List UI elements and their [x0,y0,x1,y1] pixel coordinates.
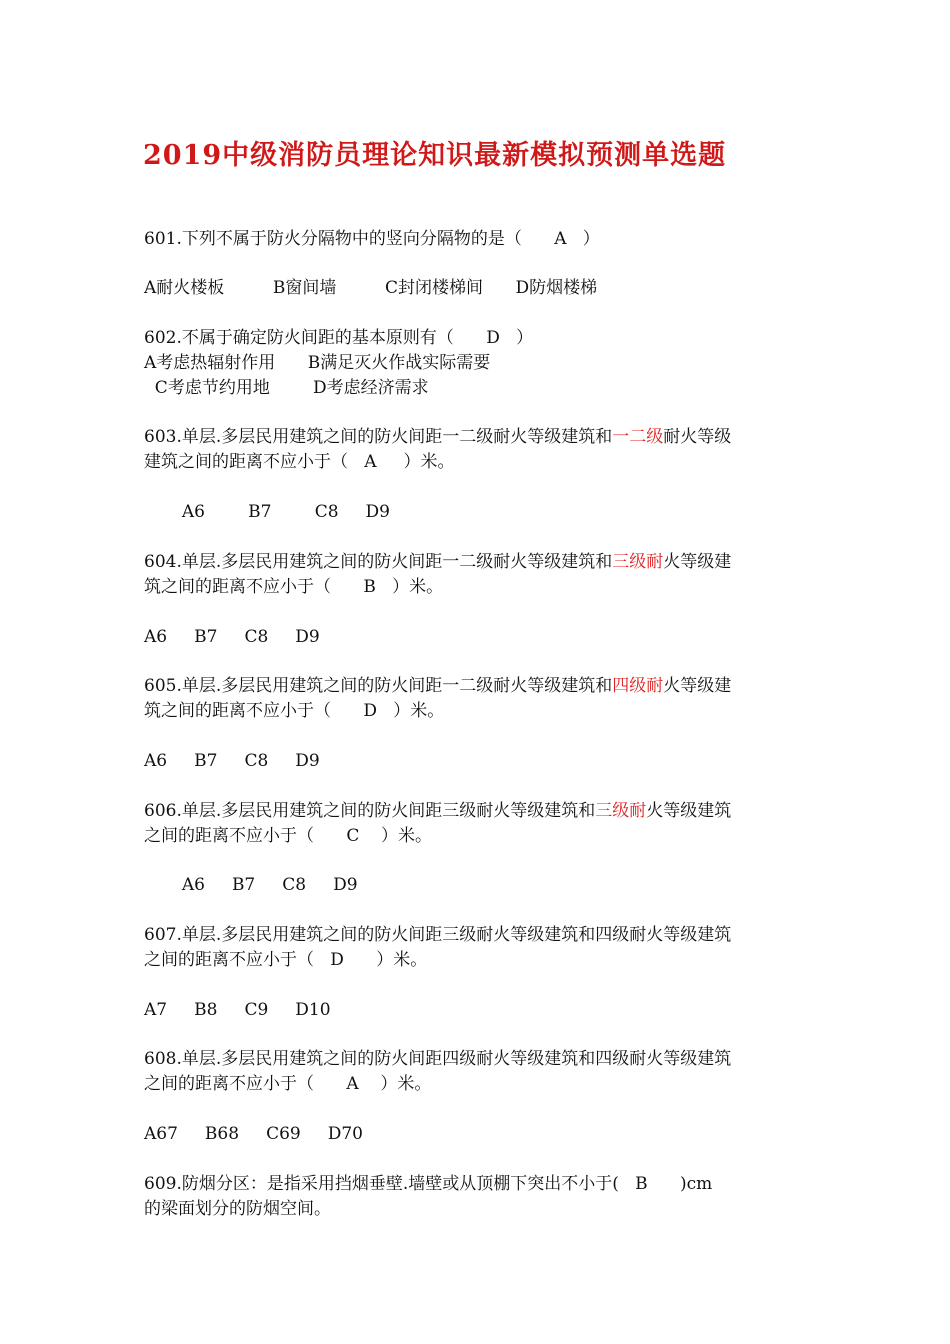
question-605-stem [144,674,731,699]
stem-text: 火等级建 [663,676,732,696]
question-607-options: A7 B8 C9 D10 [144,1000,331,1020]
stem-text: 火等级建 [663,552,732,572]
question-603-stem [144,425,731,450]
question-606-stem [144,799,731,824]
question-604-options: A6 B7 C8 D9 [144,627,320,647]
question-602-options-2: C考虑节约用地 D考虑经济需求 [144,378,429,398]
question-602-stem: 602.不属于确定防火间距的基本原则有（ D ） [144,328,534,348]
question-601-options: A耐火楼板 B窗间墙 C封闭楼梯间 D防烟楼梯 [144,278,598,298]
question-607-stem: 607.单层.多层民用建筑之间的防火间距三级耐火等级建筑和四级耐火等级建筑 [144,925,732,945]
question-603-stem-line2: 建筑之间的距离不应小于（ A ）米。 [144,452,455,472]
question-609-stem: 609.防烟分区：是指采用挡烟垂壁.墙壁或从顶棚下突出不小于( B )cm [144,1174,713,1194]
question-604-stem [144,550,731,575]
highlight-text: 三级耐 [612,552,664,572]
question-606-stem-line2: 之间的距离不应小于（ C ）米。 [144,826,433,846]
question-606-options: A6 B7 C8 D9 [144,875,358,895]
question-602-options-1: A考虑热辐射作用 B满足灭火作战实际需要 [144,353,491,373]
highlight-text: 一二级 [612,427,664,447]
question-609-stem-line2: 的梁面划分的防烟空间。 [144,1199,331,1219]
stem-text: 603.单层.多层民用建筑之间的防火间距一二级耐火等级建筑和 [144,427,613,447]
question-608-stem-line2: 之间的距离不应小于（ A ）米。 [144,1074,432,1094]
stem-text: 604.单层.多层民用建筑之间的防火间距一二级耐火等级建筑和 [144,552,613,572]
highlight-text: 四级耐 [612,676,664,696]
question-605-options: A6 B7 C8 D9 [144,751,320,771]
stem-text: 605.单层.多层民用建筑之间的防火间距一二级耐火等级建筑和 [144,676,613,696]
question-603-options: A6 B7 C8 D9 [144,502,390,522]
stem-text: 火等级建筑 [646,801,732,821]
question-608-stem: 608.单层.多层民用建筑之间的防火间距四级耐火等级建筑和四级耐火等级建筑 [144,1049,732,1069]
page-title: 2019中级消防员理论知识最新模拟预测单选题 [143,140,727,171]
highlight-text: 三级耐 [595,801,647,821]
question-608-options: A67 B68 C69 D70 [144,1124,363,1144]
question-601-stem: 601.下列不属于防火分隔物中的竖向分隔物的是（ A ） [144,229,600,249]
stem-text: 606.单层.多层民用建筑之间的防火间距三级耐火等级建筑和 [144,801,596,821]
stem-text: 耐火等级 [663,427,732,447]
question-607-stem-line2: 之间的距离不应小于（ D ）米。 [144,950,428,970]
question-605-stem-line2: 筑之间的距离不应小于（ D ）米。 [144,701,445,721]
question-604-stem-line2: 筑之间的距离不应小于（ B ）米。 [144,577,444,597]
